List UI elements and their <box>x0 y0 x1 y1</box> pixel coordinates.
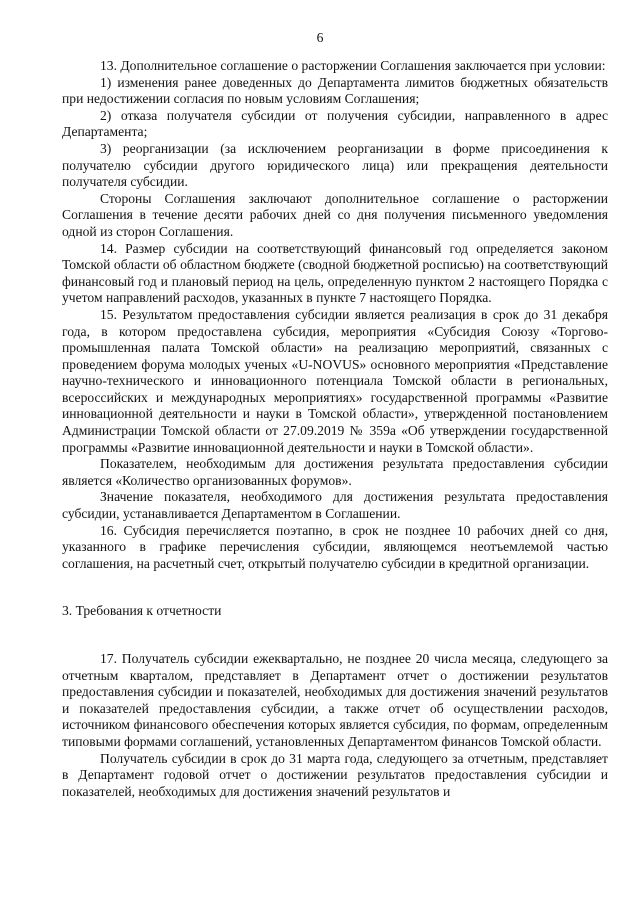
paragraph-16: 16. Субсидия перечисляется поэтапно, в срок не позднее 10 рабочих дней со дня, указанного в графике перечисления субсидии, являющемся неотъемлемой частью соглашения, на расчетный счет, открытый получателю субсидии в кредитной организации. <box>62 522 608 571</box>
paragraph-15: 15. Результатом предоставления субсидии является реализация в срок до 31 декабря года, в котором предоставлена субсидия, мероприятия «Субсидия Союзу «Торгово-промышленная палата Томской области» на реализацию мероприятий, связанных с проведением форума молодых ученых «U-NOVUS» основного мероприятия «Представление научно-технического и инновационного потенциала Томской области в региональных, всероссийских и международных мероприятиях» государственной программы «Развитие инновационной деятельности и науки в Томской области», утвержденной постановлением Администрации Томской области от 27.09.2019 № 359а «Об утверждении государственной программы «Развитие инновационной деятельности и науки в Томской области». <box>62 306 608 455</box>
paragraph-13: 13. Дополнительное соглашение о расторжении Соглашения заключается при условии: <box>100 58 606 73</box>
paragraph-13-item-3: 3) реорганизации (за исключением реорганизации в форме присоединения к получателю субсидии другого юридического лица) или прекращения деятельности получателя субсидии. <box>62 140 608 190</box>
paragraph-13-parties: Стороны Соглашения заключают дополнительное соглашение о расторжении Соглашения в течение десяти рабочих дней со дня получения письменного уведомления одной из сторон Соглашения. <box>62 190 608 239</box>
section-title: 3. Требования к отчетности <box>62 603 222 619</box>
document-body <box>62 58 608 800</box>
paragraph-15-value: Значение показателя, необходимого для достижения результата предоставления субсидии, устанавливается Департаментом в Соглашении. <box>62 489 608 522</box>
paragraph-17-annual: Получатель субсидии в срок до 31 марта года, следующего за отчетным, представляет в Департамент годовой отчет о достижении результатов предоставления субсидии и показателей, необходимых для достижения значений результатов и <box>62 750 608 799</box>
paragraph-17: 17. Получатель субсидии ежеквартально, не позднее 20 числа месяца, следующего за отчетным кварталом, представляет в Департамент отчет о достижении результатов предоставления субсидии и показателей, необходимых для достижения значений результатов и показателей предоставления субсидии, а также отчет об осуществлении расходов, источником финансового обеспечения которых является субсидия, по формам, определенным типовыми формами соглашений, установленных Департаментом финансов Томской области. <box>62 651 608 749</box>
paragraph-15-indicator: Показателем, необходимым для достижения результата предоставления субсидии является «Количество организованных форумов». <box>62 456 608 488</box>
page-number: 6 <box>316 30 324 45</box>
paragraph-13-item-1: 1) изменения ранее доведенных до Департамента лимитов бюджетных обязательств при недостижении согласия по новым условиям Соглашения; <box>62 74 608 107</box>
paragraph-14: 14. Размер субсидии на соответствующий финансовый год определяется законом Томской области об областном бюджете (сводной бюджетной росписью) на соответствующий финансовый год и плановый период на цель, определенную пунктом 2 настоящего Порядка с учетом направлений расходов, указанных в пункте 7 настоящего Порядка. <box>62 240 608 306</box>
paragraph-13-item-2: 2) отказа получателя субсидии от получения субсидии, направленного в адрес Департамента; <box>62 107 608 140</box>
